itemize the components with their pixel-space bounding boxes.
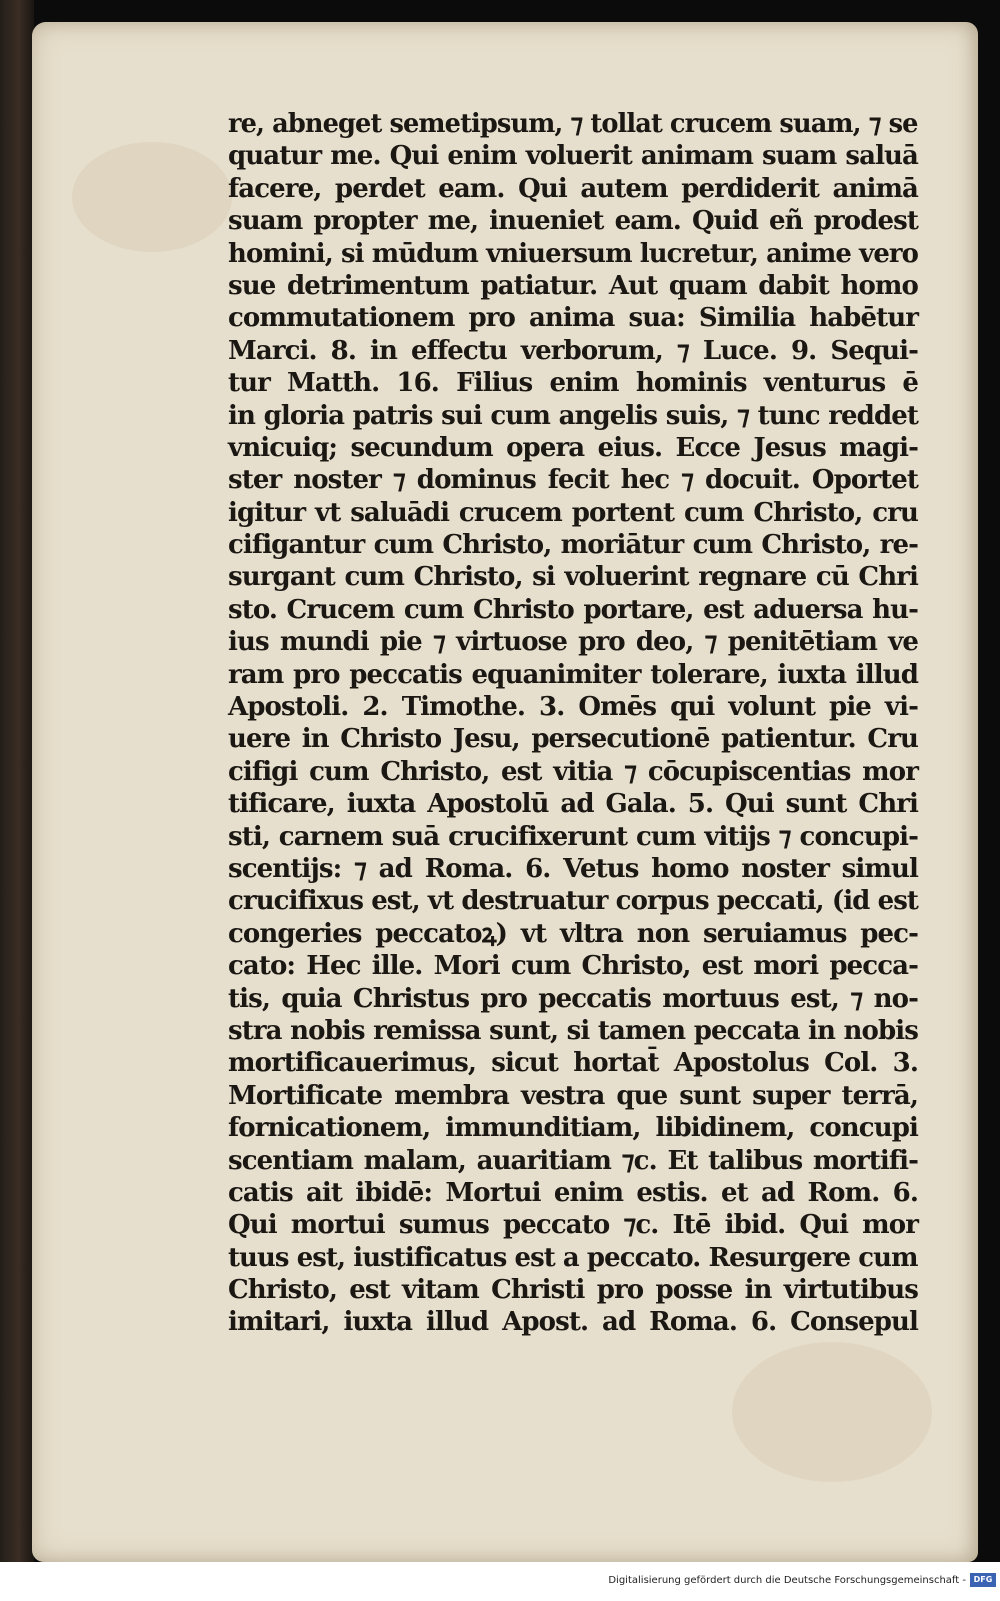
text-line: Apostoli. 2. Timothe. 3. Omēs qui volunt pie vi- bbox=[228, 692, 918, 723]
text-line: cifigi cum Christo, est vitia ⁊ cōcupiscentias mor bbox=[228, 756, 918, 787]
text-line: homini, si mūdum vniuersum lucretur, anime vero bbox=[228, 238, 919, 269]
text-line: surgant cum Christo, si voluerint regnare cū Chri bbox=[228, 562, 918, 593]
text-line: stra nobis remissa sunt, si tamen peccata in nobis bbox=[228, 1015, 918, 1046]
text-line: tificare, iuxta Apostolū ad Gala. 5. Qui sunt Chri bbox=[228, 789, 918, 820]
text-line: re, abneget semetipsum, ⁊ tollat crucem suam, ⁊ se bbox=[228, 109, 918, 139]
text-line: sto. Crucem cum Christo portare, est aduersa hu- bbox=[228, 594, 918, 625]
text-line: uere in Christo Jesu, persecutionē patientur. Cru bbox=[228, 724, 918, 755]
text-line: igitur vt saluādi crucem portent cum Christo, cru bbox=[228, 497, 918, 528]
text-line: in gloria patris sui cum angelis suis, ⁊ tunc reddet bbox=[228, 400, 918, 431]
dfg-logo-icon: DFG bbox=[970, 1573, 996, 1587]
text-line: sti, carnem suā crucifixerunt cum vitijs ⁊ concupi- bbox=[228, 821, 918, 852]
book-page bbox=[32, 22, 978, 1562]
text-line: cifigantur cum Christo, moriātur cum Christo, re- bbox=[228, 530, 918, 561]
text-line: Qui mortui sumus peccato ⁊c. Itē ibid. Qui mor bbox=[228, 1210, 918, 1241]
text-line: vnicuiq; secundum opera eius. Ecce Jesus magi- bbox=[228, 432, 918, 463]
text-line: catis ait ibidē: Mortui enim estis. et ad Rom. 6. bbox=[228, 1177, 918, 1208]
text-line: congeries peccatoꝝ) vt vltra non seruiamus pec- bbox=[228, 918, 918, 949]
text-line: tur Matth. 16. Filius enim hominis venturus ē bbox=[228, 368, 918, 399]
text-line: commutationem pro anima sua: Similia habētur bbox=[228, 303, 918, 334]
digitization-credit: Digitalisierung gefördert durch die Deutsche Forschungsgemeinschaft - bbox=[608, 1575, 966, 1586]
text-line: crucifixus est, vt destruatur corpus peccati, (id est bbox=[228, 886, 919, 917]
text-line: imitari, iuxta illud Apost. ad Roma. 6. Consepul bbox=[228, 1307, 918, 1338]
text-line: scentijs: ⁊ ad Roma. 6. Vetus homo noster simul bbox=[228, 853, 918, 884]
text-line: cato: Hec ille. Mori cum Christo, est mori pecca- bbox=[228, 951, 918, 982]
page-text-block bbox=[228, 108, 918, 1339]
text-line: tis, quia Christus pro peccatis mortuus est, ⁊ no- bbox=[228, 983, 918, 1014]
text-line: sue detrimentum patiatur. Aut quam dabit homo bbox=[228, 270, 918, 301]
paper-stain bbox=[732, 1342, 932, 1482]
text-line: mortificauerimus, sicut hortat̄ Apostolus Col. 3. bbox=[228, 1048, 918, 1079]
text-line: fornicationem, immunditiam, libidinem, concupi bbox=[228, 1113, 918, 1144]
text-line: scentiam malam, auaritiam ⁊c. Et talibus mortifi- bbox=[228, 1145, 918, 1176]
text-line: facere, perdet eam. Qui autem perdiderit animā bbox=[228, 173, 918, 204]
text-line: Mortificate membra vestra que sunt super terrā, bbox=[228, 1080, 918, 1111]
text-line: ius mundi pie ⁊ virtuose pro deo, ⁊ penitētiam ve bbox=[228, 627, 918, 658]
text-line: tuus est, iustificatus est a peccato. Resurgere cum bbox=[228, 1242, 918, 1273]
text-line: Christo, est vitam Christi pro posse in virtutibus bbox=[228, 1275, 918, 1306]
text-line: quatur me. Qui enim voluerit animam suam saluā bbox=[228, 141, 918, 172]
text-line: suam propter me, inueniet eam. Quid eñ prodest bbox=[228, 206, 918, 237]
text-line: Marci. 8. in effectu verborum, ⁊ Luce. 9. Sequi- bbox=[228, 335, 918, 366]
book-binding-edge bbox=[0, 0, 34, 1601]
text-line: ram pro peccatis equanimiter tolerare, iuxta illud bbox=[228, 659, 918, 690]
text-line: ster noster ⁊ dominus fecit hec ⁊ docuit. Oportet bbox=[228, 465, 918, 496]
paper-stain bbox=[72, 142, 232, 252]
